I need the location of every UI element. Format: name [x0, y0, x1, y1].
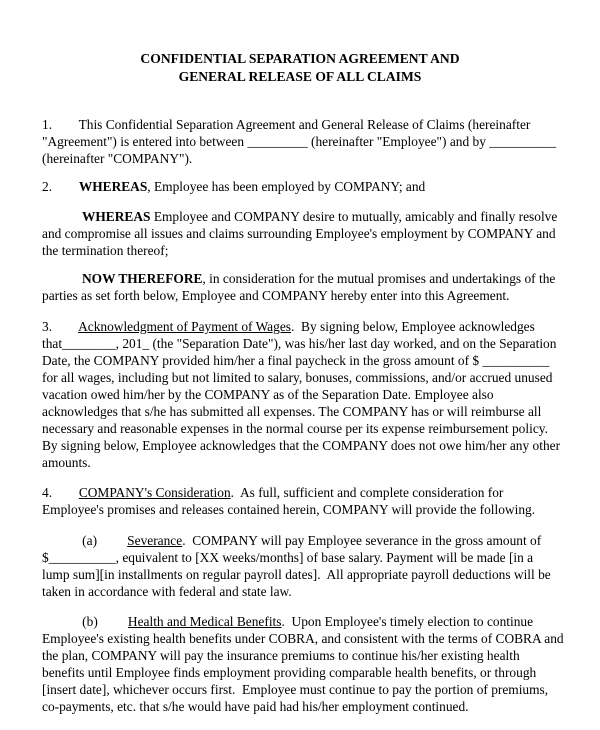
title-line-2: GENERAL RELEASE OF ALL CLAIMS: [178, 69, 422, 84]
section-3-line-9: amounts.: [42, 455, 91, 470]
paragraph-4-text: , in consideration for the mutual promises and undertakings of the: [202, 271, 556, 286]
section-3-line-7: necessary and reasonable expenses in the normal course per its expense reimbursement policy.: [42, 421, 548, 436]
subsection-a-line-4: taken in accordance with federal and state law.: [42, 584, 292, 599]
subsection-b-line-6: co-payments, etc. that s/he would have paid had his/her employment continued.: [42, 699, 469, 714]
paragraph-2-number: 2.: [42, 179, 79, 194]
severance-heading: Severance: [127, 533, 183, 548]
subsection-a-line-3: lump sum][in installments on regular payroll dates]. All appropriate payroll deductions will be: [42, 567, 551, 582]
paragraph-3-line-3: the termination thereof;: [42, 243, 169, 258]
paragraph-4-line-2: parties as set forth below, Employee and COMPANY hereby enter into this Agreement.: [42, 288, 510, 303]
subsection-b-line-1: [42, 613, 533, 630]
document-title: [0, 50, 600, 86]
section-3-line-5: vacation owed him/her by the COMPANY as of the Separation Date. Employee also: [42, 387, 494, 402]
section-3-heading: Acknowledgment of Payment of Wages: [78, 319, 291, 334]
section-3-text: . By signing below, Employee acknowledges: [290, 319, 535, 334]
paragraph-1-line-2: "Agreement") is entered into between _________ (hereinafter "Employee") and by __________: [42, 134, 557, 149]
paragraph-1-line-3: (hereinafter "COMPANY").: [42, 151, 193, 166]
section-3-line-6: acknowledges that s/he has submitted all expenses. The COMPANY has or will reimburse all: [42, 404, 542, 419]
paragraph-4-line-1: [82, 270, 555, 287]
whereas-bold-2: WHEREAS: [82, 209, 151, 224]
whereas-bold: WHEREAS: [78, 179, 148, 194]
section-4-heading: COMPANY's Consideration: [78, 485, 231, 500]
paragraph-2-line-1: [42, 178, 425, 195]
now-therefore-bold: NOW THEREFORE: [82, 271, 203, 286]
section-3-line-4: for all wages, including but not limited to salary, bonuses, commissions, and/or accrued unused: [42, 370, 553, 385]
section-4-line-2: Employee's promises and releases contained herein, COMPANY will provide the following.: [42, 502, 536, 517]
section-3-line-8: By signing below, Employee acknowledges that the COMPANY does not owe him/her any other: [42, 438, 561, 453]
subsection-b-line-4: benefits until Employee finds employment providing comparable health benefits, or through: [42, 665, 537, 680]
section-4-text: . As full, sufficient and complete consideration for: [230, 485, 504, 500]
title-line-1: CONFIDENTIAL SEPARATION AGREEMENT AND: [140, 51, 460, 66]
paragraph-1-line-1: 1. This Confidential Separation Agreement and General Release of Claims (hereinafter: [42, 117, 531, 132]
subsection-b-text: . Upon Employee's timely election to continue: [281, 614, 534, 629]
health-benefits-heading: Health and Medical Benefits: [127, 614, 282, 629]
subsection-b-line-3: the plan, COMPANY will pay the insurance premiums to continue his/her existing health: [42, 648, 520, 663]
subsection-b-label: (b): [42, 614, 128, 629]
subsection-b-line-2: Employee's existing health benefits under COBRA, and consistent with the terms of COBRA and: [42, 631, 564, 646]
subsection-a-line-2: $__________, equivalent to [XX weeks/months] of base salary. Payment will be made [in a: [42, 550, 534, 565]
paragraph-3-text: Employee and COMPANY desire to mutually, amicably and finally resolve: [150, 209, 558, 224]
section-3-number: 3.: [42, 319, 79, 334]
paragraph-3-line-1: [82, 208, 557, 225]
subsection-a-line-1: [42, 532, 541, 549]
paragraph-3-line-2: and compromise all issues and claims surrounding Employee's employment by COMPANY and: [42, 226, 556, 241]
section-3-line-1: [42, 318, 535, 335]
section-3-line-3: Date, the COMPANY provided him/her a final paycheck in the gross amount of $ __________: [42, 353, 550, 368]
section-3-line-2: that________, 201_ (the "Separation Date"), was his/her last day worked, and on the Separation: [42, 336, 557, 351]
section-4-line-1: [42, 484, 503, 501]
paragraph-2-text: , Employee has been employed by COMPANY; and: [147, 179, 426, 194]
subsection-b-line-5: [insert date], whichever occurs first. Employee must continue to pay the portion of premiums,: [42, 682, 549, 697]
subsection-a-label: (a): [42, 533, 128, 548]
subsection-a-text: . COMPANY will pay Employee severance in the gross amount of: [182, 533, 542, 548]
section-4-number: 4.: [42, 485, 79, 500]
